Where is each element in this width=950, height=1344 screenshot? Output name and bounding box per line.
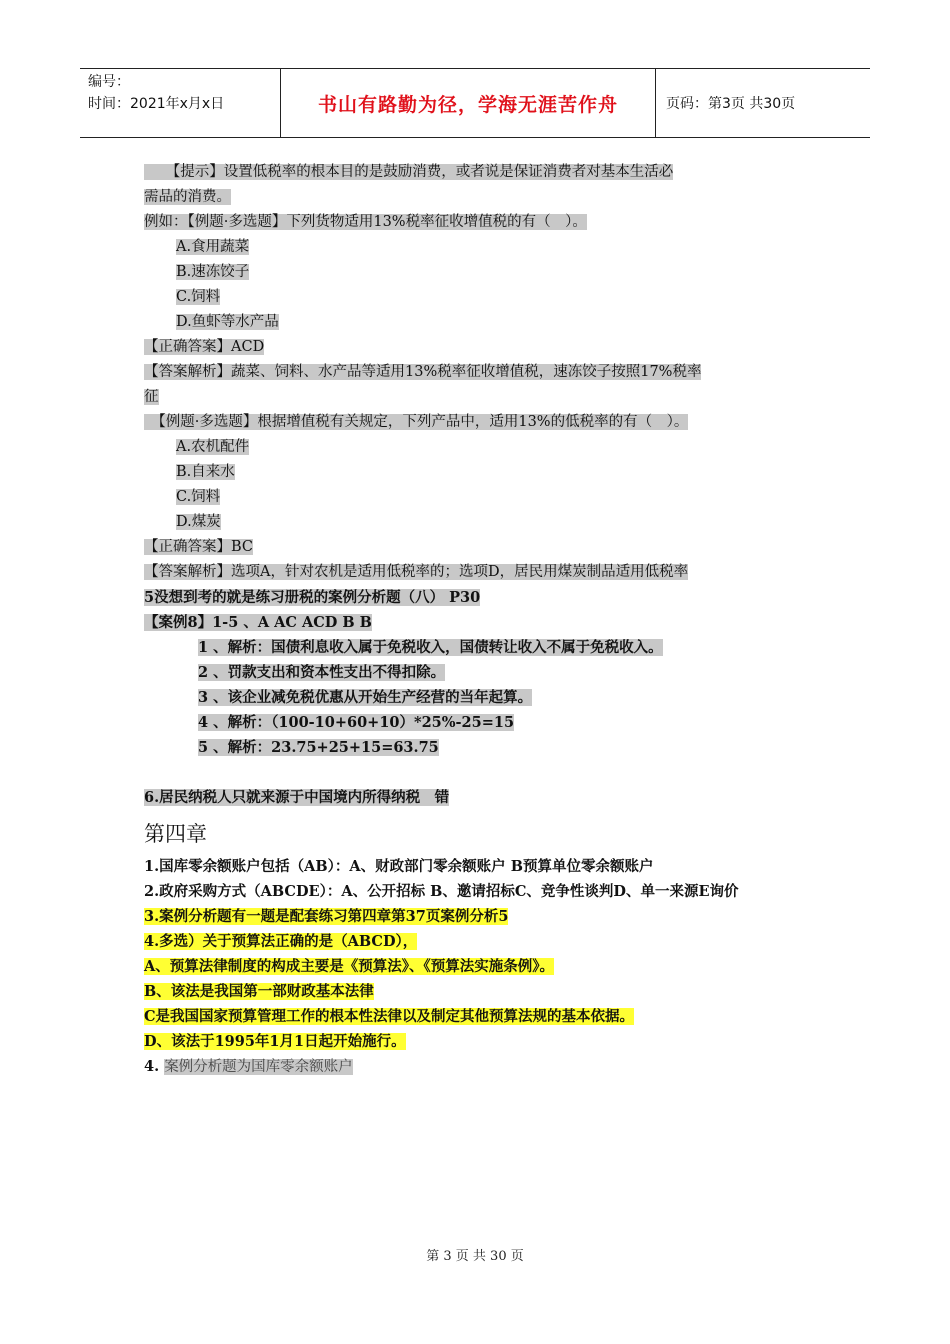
option-c: C是我国国家预算管理工作的根本性法律以及制定其他预算法规的基本依据。 — [144, 1008, 635, 1025]
case-analysis-5: 5 、解析：23.75+25+15=63.75 — [198, 739, 439, 756]
chapter-item-4: 4.多选）关于预算法正确的是（ABCD）， — [144, 933, 418, 950]
option-b: B、该法是我国第一部财政基本法律 — [144, 983, 374, 1000]
option-b: B.自来水 — [176, 464, 235, 480]
chapter-item-1: 1.国库零余额账户包括（AB）：A、财政部门零余额账户 B预算单位零余额账户 — [144, 858, 654, 875]
correct-answer: 【正确答案】BC — [144, 539, 254, 555]
page-footer: 第 3 页 共 30 页 — [426, 1249, 524, 1264]
option-b: B.速冻饺子 — [176, 264, 250, 280]
option-a: A、预算法律制度的构成主要是《预算法》、《预算法实施条例》。 — [144, 958, 554, 975]
option-d: D.鱼虾等水产品 — [176, 314, 279, 330]
answer-analysis: 【答案解析】蔬菜、饲料、水产品等适用13%税率征收增值税，速冻饺子按照17%税率 — [144, 364, 702, 380]
statement-line: 6.居民纳税人只就来源于中国境内所得纳税 错 — [144, 789, 450, 806]
note-line: 5没想到考的就是练习册税的案例分析题（八） P30 — [144, 589, 481, 606]
header-left-cell — [80, 69, 280, 137]
option-d: D.煤炭 — [176, 514, 221, 530]
option-a: A.农机配件 — [176, 439, 250, 455]
time-label: 时间：2021年x月x日 — [88, 96, 225, 112]
case-8-answers: 【案例8】1-5 、A AC ACD B B — [144, 614, 372, 631]
chapter-item-last: 案例分析题为国库零余额账户 — [164, 1059, 353, 1075]
option-c: C.饲料 — [176, 489, 221, 505]
hint-line-cont: 需品的消费。 — [144, 189, 231, 205]
chapter-item-3: 3.案例分析题有一题是配套练习第四章第37页案例分析5 — [144, 908, 509, 925]
case-analysis-3: 3 、该企业减免税优惠从开始生产经营的当年起算。 — [198, 689, 533, 706]
answer-analysis-cont: 征 — [144, 389, 159, 405]
motto: 书山有路勤为径，学海无涯苦作舟 — [280, 69, 656, 137]
chapter-title: 第四章 — [144, 822, 207, 846]
option-a: A.食用蔬菜 — [176, 239, 250, 255]
page-info: 页码：第3页 共30页 — [666, 96, 796, 112]
case-analysis-1: 1 、解析：国债利息收入属于免税收入，国债转让收入不属于免税收入。 — [198, 639, 663, 656]
hint-line: 【提示】设置低税率的根本目的是鼓励消费，或者说是保证消费者对基本生活必 — [144, 164, 674, 180]
chapter-item-2: 2.政府采购方式（ABCDE）：A、公开招标 B、邀请招标C、竞争性谈判D、单一来源E询价 — [144, 883, 739, 900]
item-number: 4. — [144, 1058, 165, 1075]
correct-answer: 【正确答案】ACD — [144, 339, 265, 355]
answer-analysis: 【答案解析】选项A，针对农机是适用低税率的；选项D，居民用煤炭制品适用低税率 — [144, 564, 689, 580]
case-analysis-2: 2 、罚款支出和资本性支出不得扣除。 — [198, 664, 446, 681]
number-label: 编号： — [88, 74, 130, 90]
document-body — [144, 160, 824, 1079]
example-question-1: 例如：【例题·多选题】下列货物适用13%税率征收增值税的有（ ）。 — [144, 214, 587, 230]
case-analysis-4: 4 、解析：（100-10+60+10）*25%-25=15 — [198, 714, 515, 731]
header-table — [80, 68, 870, 138]
option-c: C.饲料 — [176, 289, 221, 305]
option-d: D、该法于1995年1月1日起开始施行。 — [144, 1033, 406, 1050]
example-question-2: 【例题·多选题】根据增值税有关规定，下列产品中，适用13%的低税率的有（ ）。 — [144, 414, 689, 430]
